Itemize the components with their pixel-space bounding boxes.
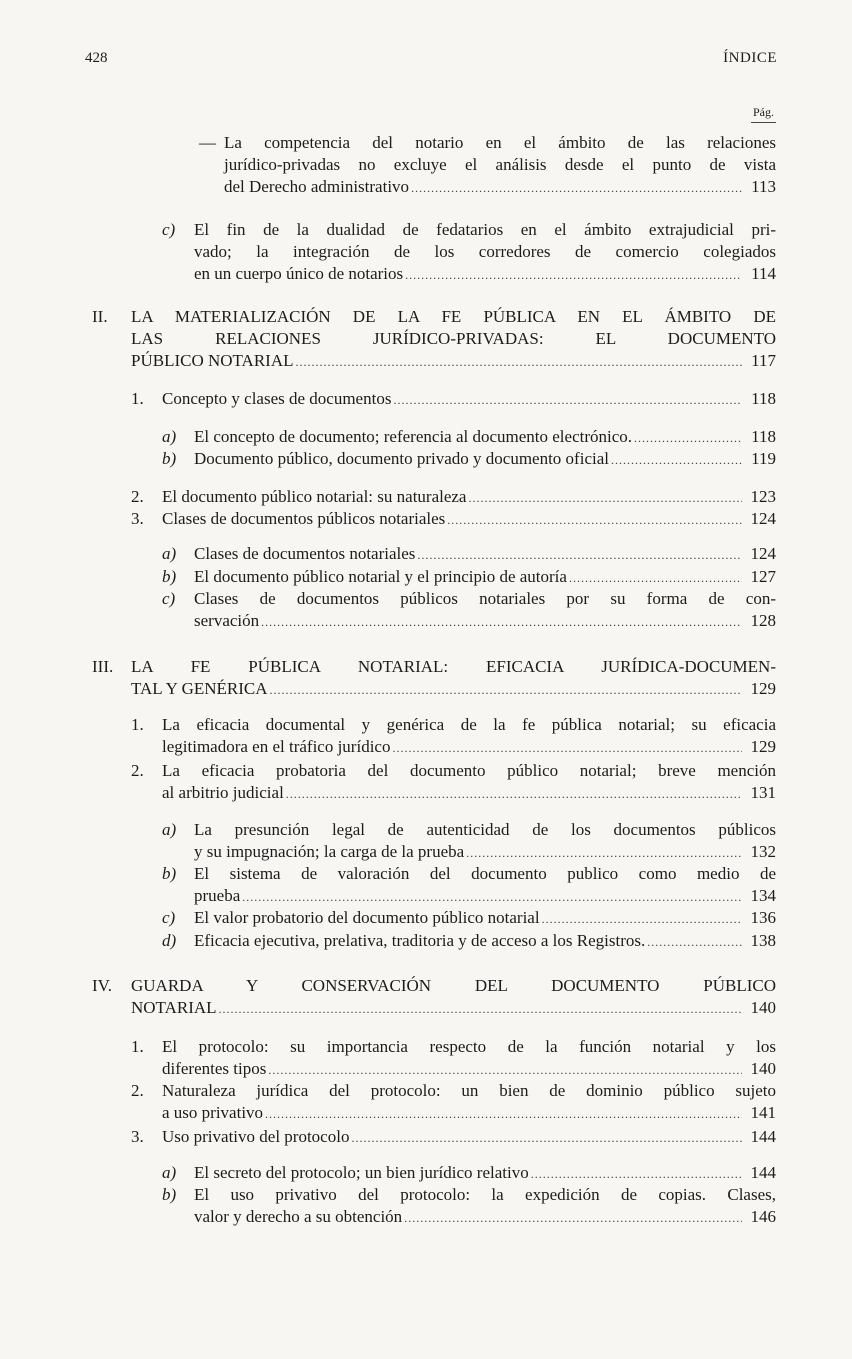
dot-leader: [286, 782, 742, 805]
toc-entry-last-line: [194, 1162, 776, 1184]
toc-entry-text-line: La presunción legal de autenticidad de los documentos públicos: [194, 820, 776, 839]
toc-entry-page: 132: [750, 842, 776, 861]
dot-leader: [261, 610, 742, 633]
toc-entry-text-line: El uso privativo del protocolo: la expedición de copias. Clases,: [194, 1185, 776, 1204]
toc-entry-text-line: El sistema de valoración del documento publico como medio de: [194, 864, 776, 883]
toc-entry-text-line: Naturaleza jurídica del protocolo: un bien de dominio público sujeto: [162, 1081, 776, 1100]
toc-entry-number: b): [162, 449, 177, 468]
toc-entry-number: 2.: [131, 1081, 144, 1100]
toc-entry-number: a): [162, 427, 177, 446]
toc-entry: [92, 306, 776, 372]
toc-entry-text: al arbitrio judicial: [162, 783, 284, 802]
toc-entry-text: valor y derecho a su obtención: [194, 1207, 403, 1226]
dot-leader: [351, 1126, 742, 1149]
toc-entry-page: 129: [750, 679, 776, 698]
toc-entry: [162, 863, 776, 907]
toc-entry-number: c): [162, 589, 176, 608]
toc-entry-last-line: [194, 566, 776, 588]
toc-entry-number: a): [162, 1163, 177, 1182]
toc-entry-number: —: [199, 133, 216, 152]
toc-entry-last-line: [194, 1206, 776, 1228]
toc-entry-text: y su impugnación; la carga de la prueba: [194, 842, 465, 861]
dot-leader: [242, 885, 742, 908]
toc-entry-number: IV.: [92, 976, 112, 995]
dot-leader: [405, 263, 742, 286]
toc-entry-text: El concepto de documento; referencia al documento electrónico.: [194, 427, 633, 446]
toc-entry-text: Eficacia ejecutiva, prelativa, traditoria y de acceso a los Registros.: [194, 931, 646, 950]
toc-entry-text: El secreto del protocolo; un bien jurídico relativo: [194, 1163, 529, 1182]
toc-entry-text: Concepto y clases de documentos: [162, 389, 392, 408]
toc-entry-text-line: GUARDA Y CONSERVACIÓN DEL DOCUMENTO PÚBLICO: [131, 976, 776, 995]
dot-leader: [411, 176, 742, 199]
dot-leader: [531, 1162, 742, 1185]
toc-entry-page: 140: [750, 1059, 776, 1078]
toc-entry-text: en un cuerpo único de notarios: [194, 264, 404, 283]
dot-leader: [404, 1206, 742, 1229]
toc-entry-last-line: [194, 448, 776, 470]
toc-entry-number: c): [162, 220, 176, 239]
toc-entry-text-line: vado; la integración de los corredores de comercio colegiados: [194, 242, 776, 261]
toc-entry-number: c): [162, 908, 176, 927]
toc-entry-page: 118: [751, 389, 776, 408]
toc-entry-number: 2.: [131, 487, 144, 506]
dot-leader: [268, 1058, 742, 1081]
toc-entry-page: 123: [750, 487, 776, 506]
toc-entry-page: 146: [750, 1207, 776, 1226]
toc-entry-last-line: [131, 350, 776, 372]
toc-entry-text: El valor probatorio del documento público notarial: [194, 908, 540, 927]
toc-entry-last-line: [162, 1102, 776, 1124]
toc-entry-text-line: jurídico-privadas no excluye el análisis desde el punto de vista: [224, 155, 776, 174]
page-column-label: Pág.: [751, 105, 776, 123]
dot-leader: [542, 907, 742, 930]
toc-entry-page: 134: [750, 886, 776, 905]
toc-entry: [131, 760, 776, 804]
toc-entry: [131, 714, 776, 758]
toc-entry-last-line: [194, 885, 776, 907]
toc-entry-number: 1.: [131, 715, 144, 734]
dot-leader: [647, 930, 742, 953]
toc-entry: [162, 1162, 776, 1184]
toc-entry: [131, 1080, 776, 1124]
toc-entry-last-line: [194, 930, 776, 952]
toc-entry: [131, 1036, 776, 1080]
toc-entry-last-line: [194, 263, 776, 285]
toc-entry-text: del Derecho administrativo: [224, 177, 410, 196]
toc-entry-page: 117: [751, 351, 776, 370]
toc-entry: [162, 426, 776, 448]
toc-entry-page: 119: [751, 449, 776, 468]
toc-entry: [162, 819, 776, 863]
toc-entry-last-line: [162, 1058, 776, 1080]
dot-leader: [466, 841, 742, 864]
toc-entry: [162, 219, 776, 285]
toc-entry-number: d): [162, 931, 177, 950]
toc-entry-number: b): [162, 864, 177, 883]
toc-entry-number: 1.: [131, 1037, 144, 1056]
dot-leader: [219, 997, 742, 1020]
toc-entry-page: 131: [750, 783, 776, 802]
toc-entry-number: a): [162, 820, 177, 839]
dot-leader: [417, 543, 742, 566]
toc-entry-number: 3.: [131, 509, 144, 528]
toc-entry-text-line: LAS RELACIONES JURÍDICO-PRIVADAS: EL DOCUMENTO: [131, 329, 776, 348]
dot-leader: [270, 678, 742, 701]
toc-entry-text-line: LA FE PÚBLICA NOTARIAL: EFICACIA JURÍDICA-DOCUMEN-: [131, 657, 776, 676]
toc-entry-last-line: [162, 782, 776, 804]
toc-entry-text: legitimadora en el tráfico jurídico: [162, 737, 391, 756]
dot-leader: [634, 426, 742, 449]
toc-entry-number: II.: [92, 307, 108, 326]
page-number: 428: [85, 50, 108, 66]
toc-entry-last-line: [194, 610, 776, 632]
toc-entry-text-line: La eficacia documental y genérica de la fe pública notarial; su eficacia: [162, 715, 776, 734]
toc-entry-text: TAL Y GENÉRICA: [131, 679, 268, 698]
toc-entry-text-line: LA MATERIALIZACIÓN DE LA FE PÚBLICA EN EL ÁMBITO DE: [131, 307, 776, 326]
toc-entry-text-line: El protocolo: su importancia respecto de la función notarial y los: [162, 1037, 776, 1056]
toc-entry-page: 127: [750, 567, 776, 586]
toc-entry: [162, 543, 776, 565]
toc-entry-last-line: [162, 508, 776, 530]
toc-entry-text-line: La eficacia probatoria del documento público notarial; breve mención: [162, 761, 776, 780]
running-header-title: ÍNDICE: [723, 50, 777, 66]
toc-entry-text: NOTARIAL: [131, 998, 217, 1017]
toc-entry-number: b): [162, 1185, 177, 1204]
toc-entry-text: Uso privativo del protocolo: [162, 1127, 350, 1146]
dot-leader: [468, 486, 742, 509]
toc-entry: [162, 448, 776, 470]
toc-entry-last-line: [131, 997, 776, 1019]
toc-entry-last-line: [131, 678, 776, 700]
toc-entry-text: a uso privativo: [162, 1103, 264, 1122]
toc-entry-last-line: [194, 543, 776, 565]
toc-entry-page: 124: [750, 544, 776, 563]
toc-entry-text: servación: [194, 611, 260, 630]
toc-entry-text-line: La competencia del notario en el ámbito de las relaciones: [224, 133, 776, 152]
toc-entry-number: 1.: [131, 389, 144, 408]
dot-leader: [611, 448, 742, 471]
toc-entry-text: El documento público notarial y el principio de autoría: [194, 567, 567, 586]
toc-entry-number: 2.: [131, 761, 144, 780]
toc-entry-page: 124: [750, 509, 776, 528]
toc-entry-last-line: [162, 1126, 776, 1148]
toc-entry-number: b): [162, 567, 177, 586]
toc-entry-last-line: [162, 486, 776, 508]
toc-entry-text-line: El fin de la dualidad de fedatarios en el ámbito extrajudicial pri-: [194, 220, 776, 239]
toc-entry-text: Documento público, documento privado y documento oficial: [194, 449, 609, 468]
toc-entry-number: a): [162, 544, 177, 563]
toc-entry: [199, 132, 776, 198]
toc-entry-page: 128: [750, 611, 776, 630]
toc-entry-text: PÚBLICO NOTARIAL: [131, 351, 294, 370]
dot-leader: [569, 566, 742, 589]
toc-entry: [162, 588, 776, 632]
toc-entry-last-line: [224, 176, 776, 198]
toc-entry-page: 136: [750, 908, 776, 927]
toc-entry-last-line: [194, 907, 776, 929]
toc-entry: [92, 656, 776, 700]
toc-entry: [131, 388, 776, 410]
dot-leader: [392, 736, 742, 759]
toc-entry: [131, 1126, 776, 1148]
toc-entry: [131, 508, 776, 530]
toc-entry-text: El documento público notarial: su naturaleza: [162, 487, 467, 506]
toc-entry-text: Clases de documentos notariales: [194, 544, 416, 563]
dot-leader: [447, 508, 742, 531]
toc-entry: [162, 566, 776, 588]
toc-entry-text: diferentes tipos: [162, 1059, 267, 1078]
toc-entry-page: 138: [750, 931, 776, 950]
dot-leader: [265, 1102, 742, 1125]
toc-entry-page: 113: [751, 177, 776, 196]
toc-entry: [162, 930, 776, 952]
toc-entry-number: III.: [92, 657, 114, 676]
toc-entry-page: 129: [750, 737, 776, 756]
toc-entry-page: 140: [750, 998, 776, 1017]
dot-leader: [393, 388, 742, 411]
toc-entry-last-line: [162, 388, 776, 410]
toc-entry-last-line: [194, 426, 776, 448]
toc-entry-number: 3.: [131, 1127, 144, 1146]
dot-leader: [296, 350, 743, 373]
toc-entry: [92, 975, 776, 1019]
toc-entry-page: 118: [751, 427, 776, 446]
toc-entry-page: 144: [750, 1163, 776, 1182]
toc-entry: [162, 1184, 776, 1228]
toc-entry-last-line: [162, 736, 776, 758]
toc-entry-page: 141: [750, 1103, 776, 1122]
toc-entry: [131, 486, 776, 508]
toc-entry: [162, 907, 776, 929]
toc-entry-page: 144: [750, 1127, 776, 1146]
toc-entry-text: prueba: [194, 886, 241, 905]
toc-entry-text-line: Clases de documentos públicos notariales por su forma de con-: [194, 589, 776, 608]
toc-entry-text: Clases de documentos públicos notariales: [162, 509, 446, 528]
toc-entry-last-line: [194, 841, 776, 863]
toc-entry-page: 114: [751, 264, 776, 283]
